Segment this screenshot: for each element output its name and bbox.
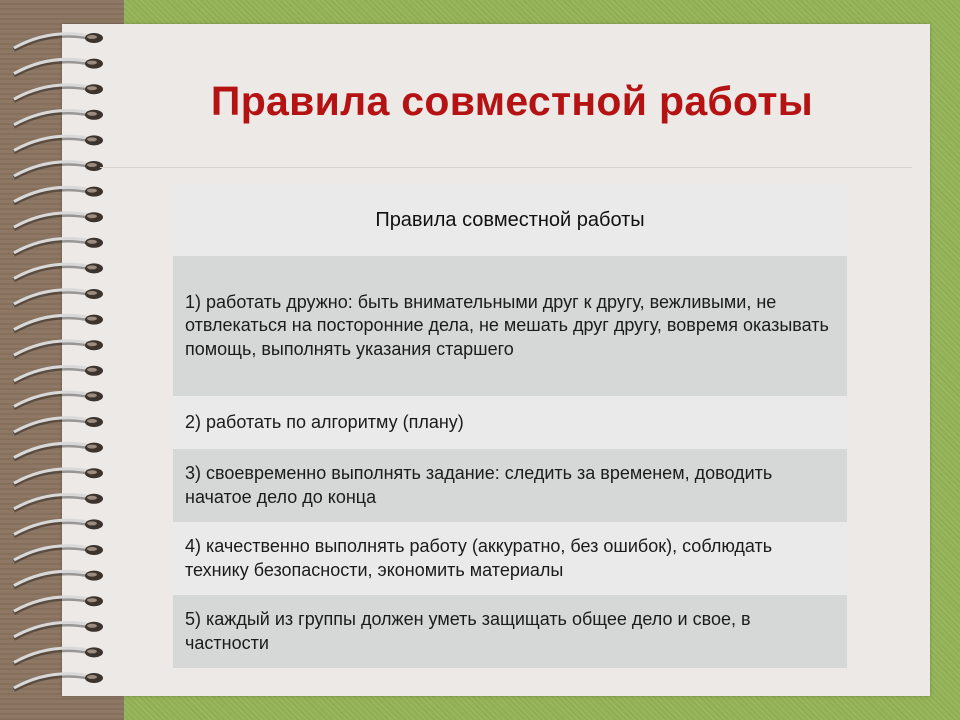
rule-2: 2) работать по алгоритму (плану) [173,396,847,449]
spiral-coil [14,366,103,383]
table-row [173,396,847,449]
spiral-coil [14,315,103,332]
spiral-coil [14,647,103,664]
table-row [173,256,847,396]
spiral-coil [14,673,103,690]
spiral-coil [14,494,103,511]
spiral-coil [14,622,103,639]
rules-table [173,184,847,668]
spiral-coil [14,545,103,562]
spiral-coil [14,519,103,536]
spiral-coil [14,238,103,255]
spiral-coil [14,161,103,178]
spiral-coil [14,135,103,152]
spiral-coil [14,212,103,229]
spiral-coil [14,391,103,408]
spiral-coil [14,289,103,306]
rule-1: 1) работать дружно: быть внимательными друг к другу, вежливыми, не отвлекаться на посторонние дела, не мешать друг другу, вовремя оказывать помощь, выполнять указания старшего [173,256,847,396]
spiral-coil [14,417,103,434]
spiral-coil [14,340,103,357]
table-row [173,522,847,595]
page-title: Правила совместной работы [210,78,814,124]
spiral-coil [14,33,103,50]
spiral-coil [14,187,103,204]
spiral-coil [14,468,103,485]
spiral-coil [14,571,103,588]
table-row [173,595,847,668]
rule-5: 5) каждый из группы должен уметь защищать общее дело и свое, в частности [173,595,847,668]
spiral-coil [14,263,103,280]
title-divider [100,167,912,168]
rule-4: 4) качественно выполнять работу (аккуратно, без ошибок), соблюдать технику безопасности, экономить материалы [173,522,847,595]
spiral-coil [14,59,103,76]
table-header: Правила совместной работы [173,184,847,256]
rule-3: 3) своевременно выполнять задание: следить за временем, доводить начатое дело до конца [173,449,847,522]
table-row [173,449,847,522]
spiral-coil [14,443,103,460]
spiral-coil [14,596,103,613]
